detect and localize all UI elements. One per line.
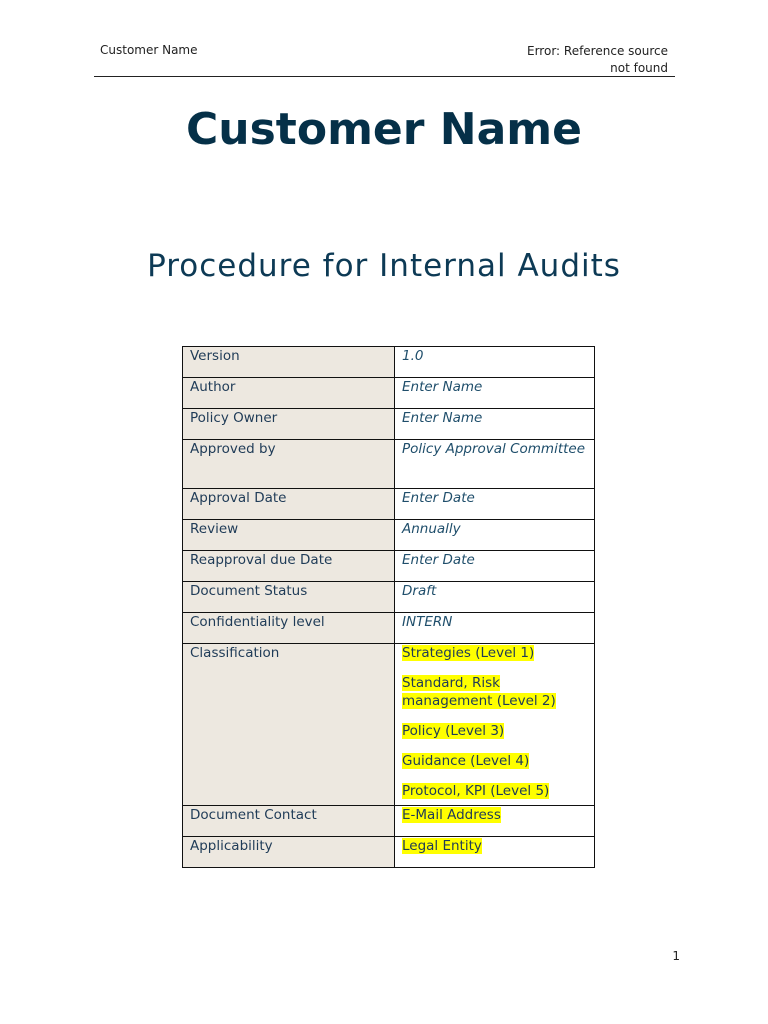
page-header — [94, 42, 675, 77]
header-customer-name: Customer Name — [100, 43, 198, 57]
row-label-approved-by: Approved by — [183, 440, 395, 489]
table-row — [183, 837, 595, 868]
classification-level-1: Strategies (Level 1) — [402, 645, 535, 661]
document-subtitle: Procedure for Internal Audits — [147, 248, 621, 284]
row-value-author: Enter Name — [395, 378, 595, 409]
row-value-policy-owner: Enter Name — [395, 409, 595, 440]
table-row — [183, 613, 595, 644]
table-row — [183, 806, 595, 837]
table-row — [183, 520, 595, 551]
row-label-author: Author — [183, 378, 395, 409]
row-label-reapproval-due-date: Reapproval due Date — [183, 551, 395, 582]
classification-level-2: Standard, Risk management (Level 2) — [402, 675, 556, 709]
table-row — [183, 644, 595, 806]
row-label-approval-date: Approval Date — [183, 489, 395, 520]
header-reference-error — [488, 43, 668, 77]
row-value-classification — [395, 644, 595, 806]
row-label-applicability: Applicability — [183, 837, 395, 868]
row-label-document-status: Document Status — [183, 582, 395, 613]
table-row — [183, 347, 595, 378]
row-label-review: Review — [183, 520, 395, 551]
row-value-review: Annually — [395, 520, 595, 551]
table-row — [183, 551, 595, 582]
row-label-policy-owner: Policy Owner — [183, 409, 395, 440]
table-row — [183, 440, 595, 489]
contact-value: E-Mail Address — [402, 807, 501, 823]
row-value-approved-by: Policy Approval Committee — [395, 440, 595, 489]
applicability-value: Legal Entity — [402, 838, 482, 854]
table-row — [183, 489, 595, 520]
classification-level-5: Protocol, KPI (Level 5) — [402, 783, 550, 799]
row-value-reapproval-due-date: Enter Date — [395, 551, 595, 582]
document-title: Customer Name — [186, 104, 582, 155]
classification-level-3: Policy (Level 3) — [402, 723, 505, 739]
page-number: 1 — [672, 949, 680, 963]
row-label-classification: Classification — [183, 644, 395, 806]
row-label-document-contact: Document Contact — [183, 806, 395, 837]
header-reference-line2: not found — [610, 61, 668, 75]
classification-level-4: Guidance (Level 4) — [402, 753, 530, 769]
row-value-approval-date: Enter Date — [395, 489, 595, 520]
row-value-version: 1.0 — [395, 347, 595, 378]
table-row — [183, 409, 595, 440]
row-label-version: Version — [183, 347, 395, 378]
header-reference-line1: Error: Reference source — [527, 44, 668, 58]
document-metadata-table — [182, 346, 595, 868]
table-row — [183, 582, 595, 613]
row-value-confidentiality: INTERN — [395, 613, 595, 644]
row-value-document-contact — [395, 806, 595, 837]
row-value-document-status: Draft — [395, 582, 595, 613]
table-row — [183, 378, 595, 409]
row-value-applicability — [395, 837, 595, 868]
row-label-confidentiality: Confidentiality level — [183, 613, 395, 644]
